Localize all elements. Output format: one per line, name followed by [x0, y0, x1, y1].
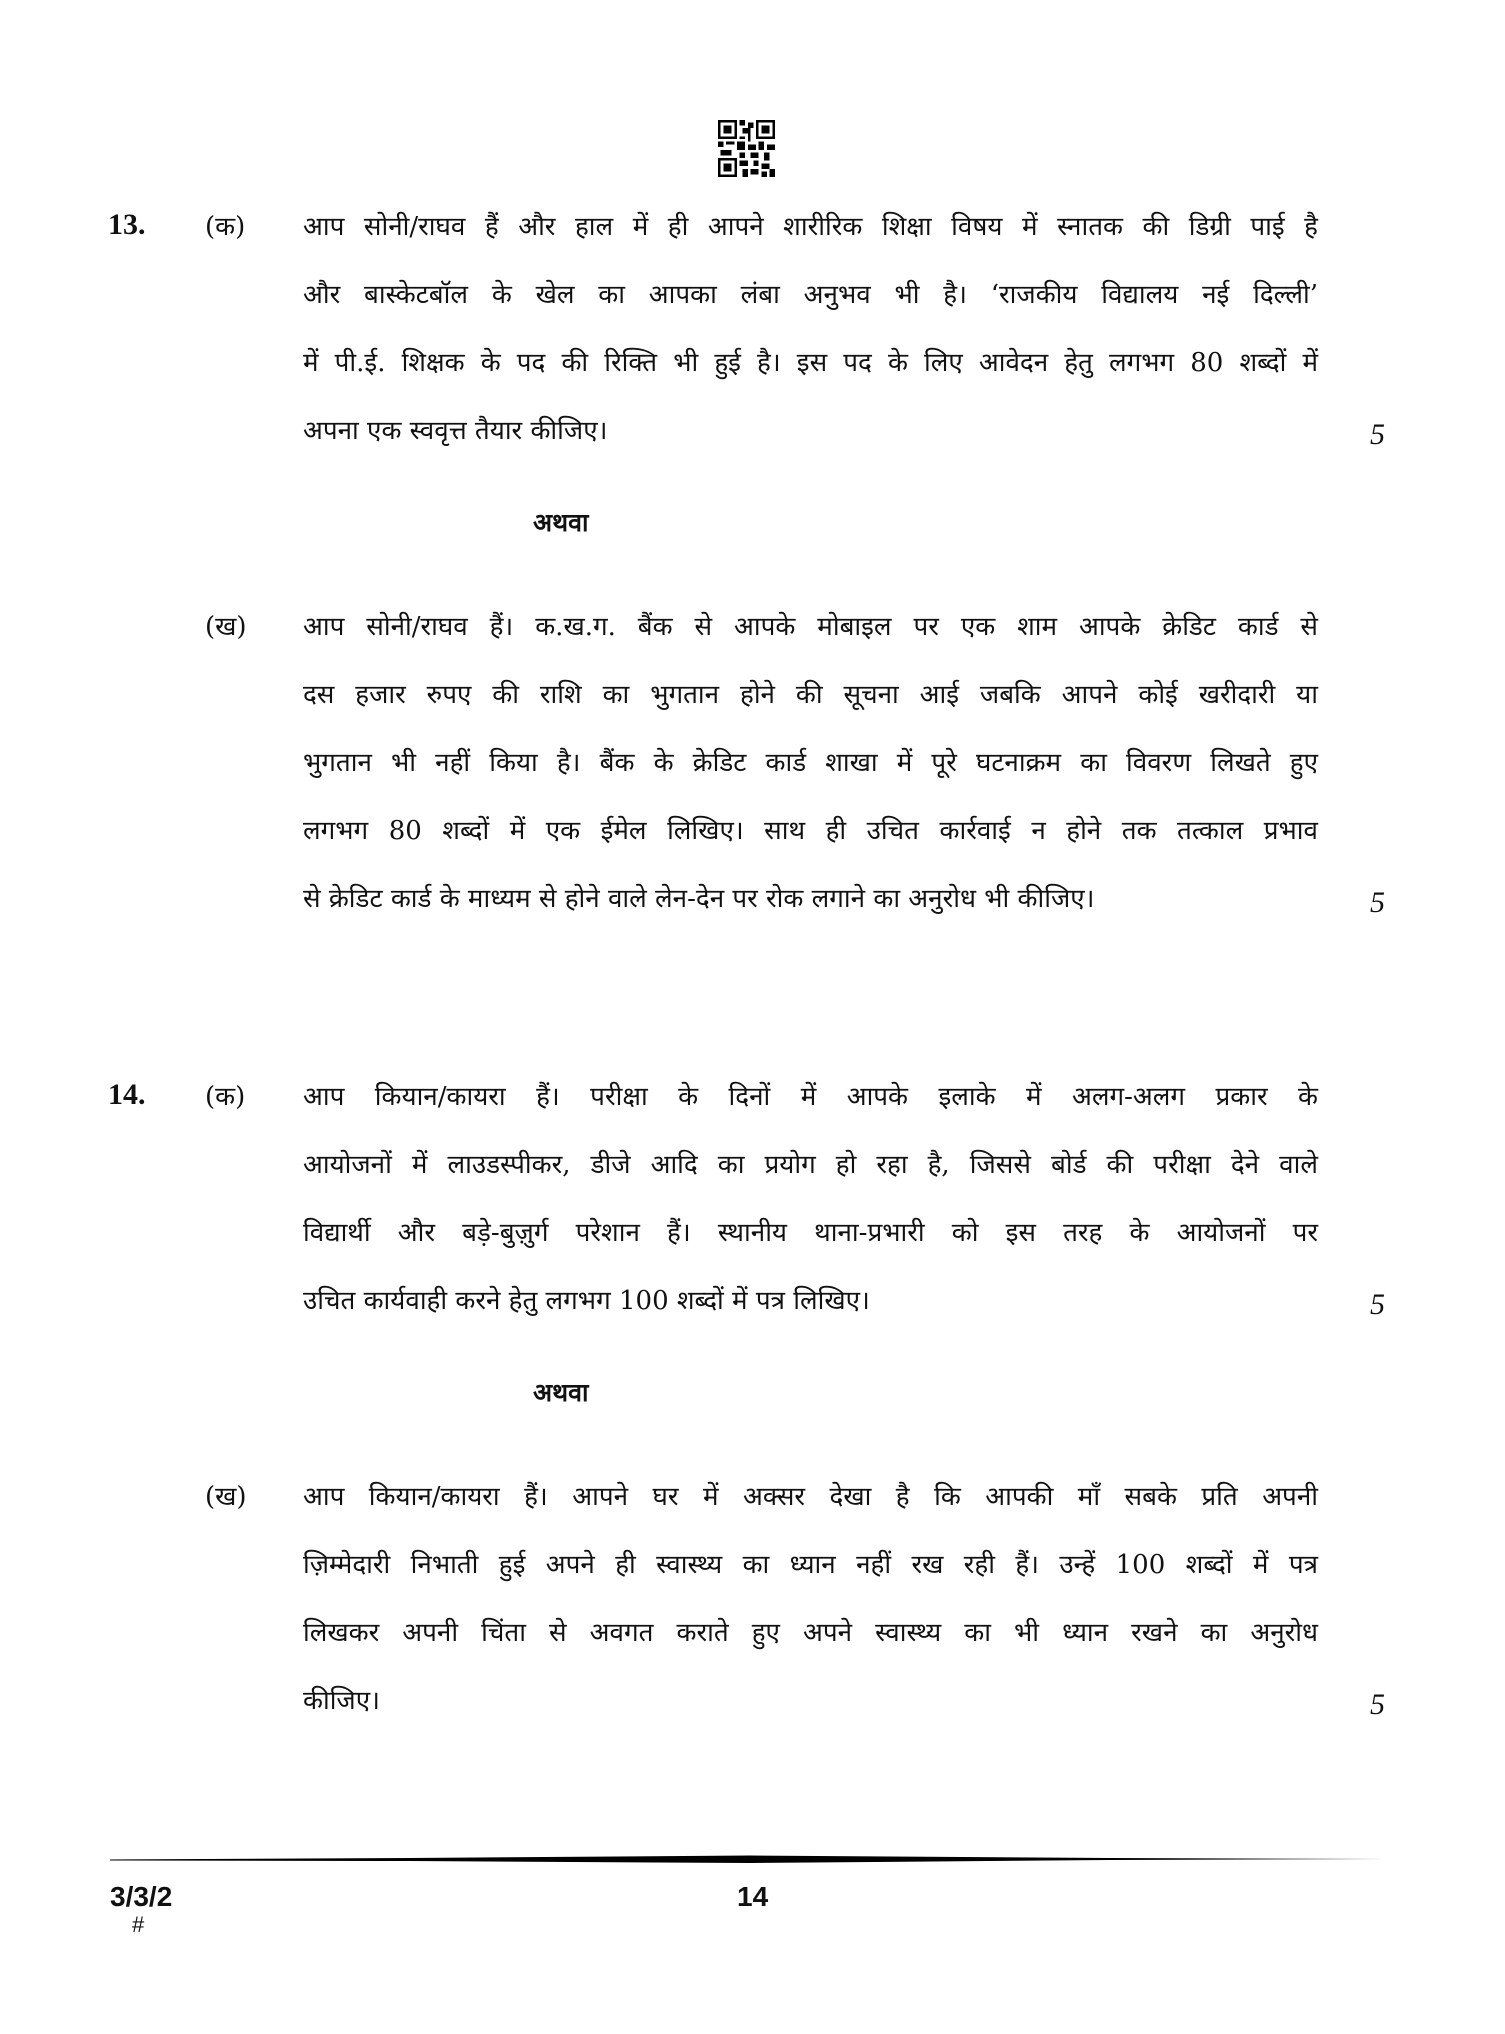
text-line: आयोजनों में लाउडस्पीकर, डीजे आदि का प्रयोग हो रहा है, जिससे बोर्ड की परीक्षा देने वाले [303, 1150, 1318, 1180]
footer-divider [110, 1855, 1385, 1863]
or-separator: अथवा [533, 508, 589, 537]
question-text [303, 593, 1318, 933]
marks: 5 [1370, 1288, 1385, 1321]
part-label: (ख) [205, 1482, 247, 1512]
text-line: दस हजार रुपए की राशि का भुगतान होने की सूचना आई जबकि आपने कोई खरीदारी या [303, 680, 1318, 710]
qr-code-icon [718, 120, 775, 177]
text-line: भुगतान भी नहीं किया है। बैंक के क्रेडिट कार्ड शाखा में पूरे घटनाक्रम का विवरण लिखते हुए [303, 748, 1318, 778]
footer-mark: # [132, 1912, 145, 1937]
part-label: (ख) [205, 612, 247, 642]
text-line: में पी.ई. शिक्षक के पद की रिक्ति भी हुई है। इस पद के लिए आवेदन हेतु लगभग 80 शब्दों में [303, 348, 1318, 378]
question-number: 13. [108, 208, 146, 241]
marks: 5 [1370, 418, 1385, 451]
paper-code: 3/3/2 [110, 1881, 173, 1912]
text-line: विद्यार्थी और बड़े-बुज़ुर्ग परेशान हैं। स्थानीय थाना-प्रभारी को इस तरह के आयोजनों पर [303, 1218, 1318, 1248]
text-line: लगभग 80 शब्दों में एक ईमेल लिखिए। साथ ही उचित कार्रवाई न होने तक तत्काल प्रभाव [303, 816, 1318, 846]
marks: 5 [1370, 1688, 1385, 1721]
part-label: (क) [205, 1082, 246, 1112]
text-line: से क्रेडिट कार्ड के माध्यम से होने वाले लेन-देन पर रोक लगाने का अनुरोध भी कीजिए। [303, 884, 1095, 914]
text-line: लिखकर अपनी चिंता से अवगत कराते हुए अपने स्वास्थ्य का भी ध्यान रखने का अनुरोध [303, 1618, 1318, 1648]
text-line: अपना एक स्ववृत्त तैयार कीजिए। [303, 416, 608, 446]
marks: 5 [1370, 886, 1385, 919]
text-line: और बास्केटबॉल के खेल का आपका लंबा अनुभव भी है। ‘राजकीय विद्यालय नई दिल्ली’ [303, 280, 1318, 310]
question-text [303, 1063, 1318, 1335]
or-separator: अथवा [533, 1378, 589, 1407]
text-line: आप सोनी/राघव हैं और हाल में ही आपने शारीरिक शिक्षा विषय में स्नातक की डिग्री पाई है [303, 212, 1318, 242]
part-label: (क) [205, 212, 246, 242]
text-line: कीजिए। [303, 1686, 380, 1716]
text-line: उचित कार्यवाही करने हेतु लगभग 100 शब्दों में पत्र लिखिए। [303, 1286, 870, 1316]
question-text [303, 193, 1318, 465]
text-line: आप कियान/कायरा हैं। परीक्षा के दिनों में आपके इलाके में अलग-अलग प्रकार के [303, 1082, 1318, 1112]
text-line: आप कियान/कायरा हैं। आपने घर में अक्सर देखा है कि आपकी माँ सबके प्रति अपनी [303, 1482, 1318, 1512]
question-number: 14. [108, 1078, 146, 1111]
text-line: आप सोनी/राघव हैं। क.ख.ग. बैंक से आपके मोबाइल पर एक शाम आपके क्रेडिट कार्ड से [303, 612, 1318, 642]
text-line: ज़िम्मेदारी निभाती हुई अपने ही स्वास्थ्य का ध्यान नहीं रख रही हैं। उन्हें 100 शब्दों में पत्र [303, 1550, 1318, 1580]
page-number: 14 [737, 1881, 769, 1912]
question-text [303, 1463, 1318, 1735]
